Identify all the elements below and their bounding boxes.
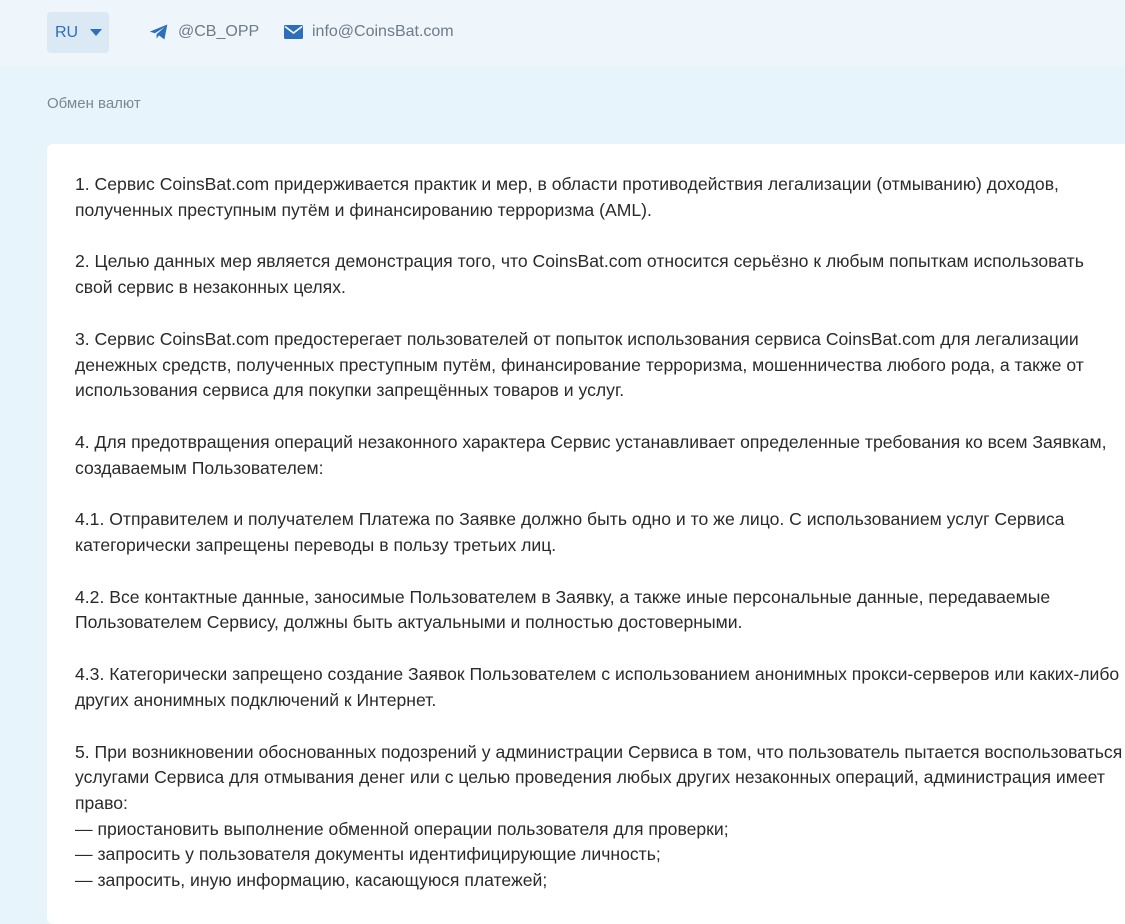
paragraph-4-3: 4.3. Категорически запрещено создание Заявок Пользователем с использованием анонимных прокси-серверов или каких-либо других анонимных подключений к Интернет.	[75, 664, 1120, 710]
paragraph-3: 3. Сервис CoinsBat.com предостерегает пользователей от попыток использования сервиса CoinsBat.com для легализации денежных средств, полученных преступным путём, финансирование терроризма, мошенничества любого рода, а также от использования сервиса для покупки запрещённых товаров и услуг.	[75, 328, 1084, 401]
aml-policy-text	[75, 172, 1125, 920]
telegram-link[interactable]	[149, 20, 259, 44]
telegram-icon	[149, 23, 169, 41]
paragraph-4: 4. Для предотвращения операций незаконного характера Сервис устанавливает определенные требования ко всем Заявкам, создаваемым Пользователем:	[75, 431, 1107, 478]
email-address: info@CoinsBat.com	[312, 23, 454, 40]
caret-down-icon	[90, 29, 102, 36]
paragraph-5: 5. При возникновении обоснованных подозрений у администрации Сервиса в том, что пользователь пытается воспользоваться услугами Сервиса для отмывания денег или с целью проведения любых других незаконных операций, администрация имеет право: — приостановить выполнение обменной операции пользователя для проверки; — запросить у пользователя документы идентифицирующие личность; — запросить, иную информацию, касающуюся платежей;	[75, 741, 1123, 891]
paragraph-2: 2. Целью данных мер является демонстрация того, что CoinsBat.com относится серьёзно к любым попыткам использовать свой сервис в незаконных целях.	[75, 251, 1084, 298]
paragraph-4-2: 4.2. Все контактные данные, заносимые Пользователем в Заявку, а также иные персональные данные, передаваемые Пользователем Сервису, должны быть актуальными и полностью достоверными.	[75, 586, 1051, 633]
paragraph-1: 1. Сервис CoinsBat.com придерживается практик и мер, в области противодействия легализации (отмыванию) доходов, полученных преступным путём и финансированию терроризма (AML).	[75, 174, 1059, 220]
telegram-handle: @CB_OPP	[178, 23, 260, 40]
breadcrumb[interactable]: Обмен валют	[47, 95, 141, 112]
language-label: RU	[55, 23, 79, 41]
language-select[interactable]	[47, 12, 109, 53]
top-bar	[0, 0, 1125, 66]
paragraph-4-1: 4.1. Отправителем и получателем Платежа по Заявке должно быть одно и то же лицо. С использованием услуг Сервиса категорически запрещены переводы в пользу третьих лиц.	[75, 509, 1065, 556]
mail-icon	[284, 25, 303, 39]
email-link[interactable]	[284, 20, 454, 44]
